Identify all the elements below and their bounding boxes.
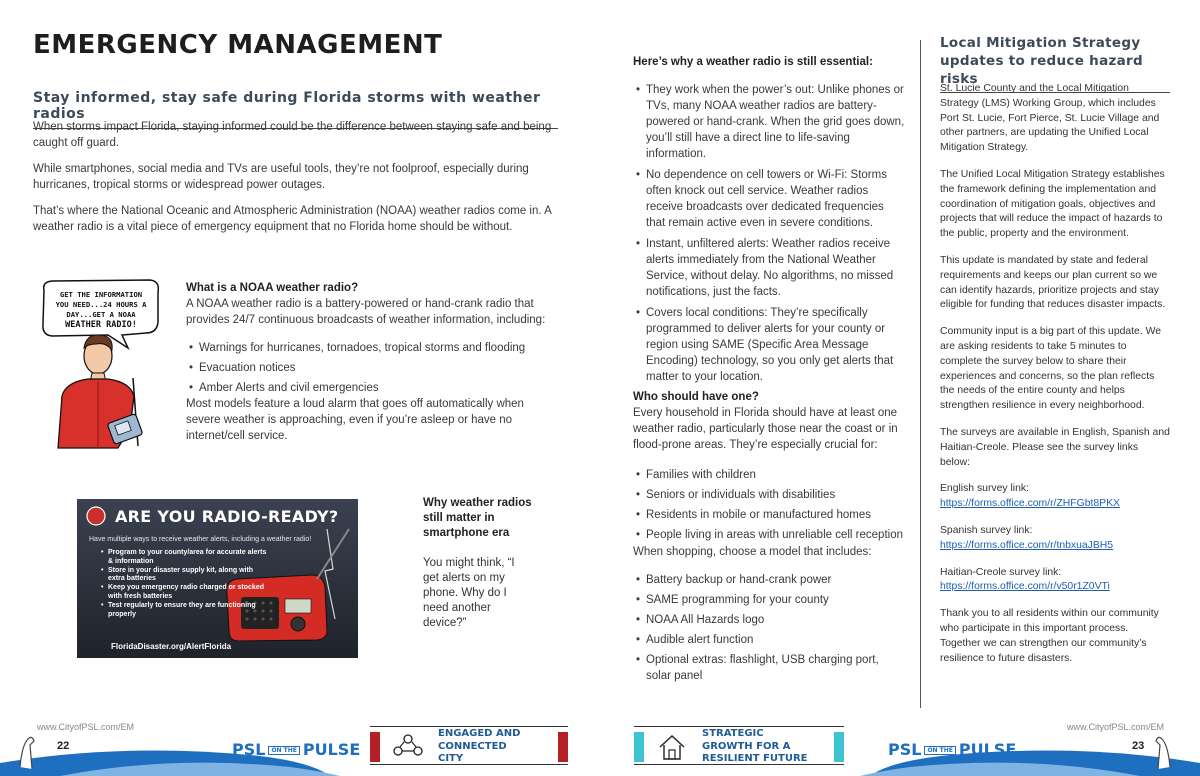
footer [0,715,1200,776]
comic-illustration [38,278,168,453]
mitigation-paragraph: Community input is a big part of this update. We are asking residents to take 5 minutes to complete the survey below to share their experiences and concerns, so the plan reflects the needs of the entire county and helps strengthen resilience in every neighborhood. [940,326,1162,412]
page-number-right: 23 [1132,740,1145,752]
footer-url-right[interactable]: www.CityofPSL.com/EM [1067,722,1165,732]
list-item: • Audible alert function [633,632,905,648]
radio-card-subtitle: Have multiple ways to receive weather alerts, including a weather radio! [89,536,312,543]
closing-paragraph: Thank you to all residents within our community who participate in this important process. Together we can strengthen our community’s resilience to future disasters. [940,608,1159,664]
noaa-heading: What is a NOAA weather radio? [186,282,359,294]
mitigation-heading: Local Mitigation Strategy updates to reduce hazard risks [940,34,1170,93]
badge-bar-right [558,732,568,762]
list-item: • Warnings for hurricanes, tornadoes, tropical storms and flooding [186,340,556,356]
list-item: • Instant, unfiltered alerts: Weather radios receive alerts immediately from the National Weather Service, without delay. No algorithms, no missed notifications, just the facts. [633,236,905,300]
footer-url-left[interactable]: www.CityofPSL.com/EM [37,722,135,732]
mitigation-paragraph: St. Lucie County and the Local Mitigation Strategy (LMS) Working Group, which includes Port St. Lucie, Fort Pierce, St. Lucie Village and other partners, are updating the Unified Local Mitigation Strategy. [940,83,1160,154]
house-icon [656,733,688,761]
noaa-section [186,280,556,444]
english-survey [940,482,1170,512]
badge-strategic-label: STRATEGIC GROWTH FOR A RESILIENT FUTURE [702,728,808,764]
people-network-icon [392,733,424,761]
radio-card-url: FloridaDisaster.org/AlertFlorida [111,642,232,651]
spanish-survey [940,524,1170,554]
survey-label: English survey link: [940,483,1029,495]
intro-paragraph-1: When storms impact Florida, staying informed could be the difference between staying safe and being caught off guard. [33,121,552,149]
column-divider [920,40,921,708]
who-heading: Who should have one? [633,391,759,403]
intro-paragraph-3: That’s where the National Oceanic and Atmospheric Administration (NOAA) weather radios come in. A weather radio is a vital piece of emergency equipment that no Florida home should be without. [33,205,552,233]
noaa-after: Most models feature a loud alarm that goes off automatically when severe weather is approaching, even if you’re asleep or have no internet/cell service. [186,398,524,442]
badge-bar-left [370,732,380,762]
list-item: • NOAA All Hazards logo [633,612,905,628]
spanish-survey-link[interactable]: https://forms.office.com/r/tnbxuaJBH5 [940,539,1114,551]
list-item: • Keep you emergency radio charged or stocked with fresh batteries [101,584,271,602]
english-survey-link[interactable]: https://forms.office.com/r/ZHFGbt8PKX [940,498,1120,510]
radio-card-list [101,549,271,619]
list-item: • Battery backup or hand-crank power [633,572,905,588]
why-section [423,496,533,631]
shopping-intro: When shopping, choose a model that includes: [633,546,872,558]
who-list [633,467,905,543]
badge-bar-left [634,732,644,762]
why-heading: Why weather radios still matter in smartphone era [423,497,532,539]
badge-strategic-growth [634,726,844,765]
list-item: • They work when the power’s out: Unlike phones or TVs, many NOAA weather radios are battery-powered or hand-crank. When the grid goes down, you’ll still have a direct line to life-saving information. [633,82,905,162]
shopping-list [633,572,905,684]
mitigation-paragraph: The Unified Local Mitigation Strategy establishes the framework defining the implementation and coordination of mitigation goals, objectives and projects that will reduce the impact of hazards to the public, property and the environment. [940,168,1165,240]
list-item: • SAME programming for your county [633,592,905,608]
radio-ready-graphic [77,499,358,658]
article-subheading: Stay informed, stay safe during Florida storms with weather radios [33,90,558,129]
haitian-creole-survey-link[interactable]: https://forms.office.com/r/v50r1Z0VTi [940,581,1110,593]
list-item: • No dependence on cell towers or Wi-Fi: Storms often knock out cell service. Weather radios receive broadcasts over dedicated frequencies that remain active even in severe conditions. [633,167,905,231]
survey-label: Haitian-Creole survey link: [940,566,1062,578]
noaa-list [186,340,556,396]
noaa-body: A NOAA weather radio is a battery-powered or hand-crank radio that provides 24/7 continuous broadcasts of weather information, including: [186,298,546,326]
psl-logo-right: PSL ON THE PULSE [888,740,1017,759]
essential-heading: Here’s why a weather radio is still essential: [633,56,873,68]
list-item: • Residents in mobile or manufactured homes [633,507,905,523]
comic-speech-bubble: GET THE INFORMATION YOU NEED...24 HOURS A DAY...GET A NOAA WEATHER RADIO! [55,290,147,330]
badge-bar-right [834,732,844,762]
list-item: • Seniors or individuals with disabilities [633,487,905,503]
haitian-creole-survey [940,566,1170,596]
essential-list [633,82,905,385]
mitigation-paragraph: The surveys are available in English, Spanish and Haitian-Creole. Please see the survey links below: [940,426,1170,468]
footer-waves [0,715,1200,776]
psl-logo-left: PSL ON THE PULSE [232,740,361,759]
list-item: • Program to your county/area for accurate alerts & information [101,549,271,567]
who-body: Every household in Florida should have at least one weather radio, particularly those near the coast or in flood-prone areas. They’re especially crucial for: [633,407,898,451]
list-item: • Evacuation notices [186,360,556,376]
list-item: • Optional extras: flashlight, USB charging port, solar panel [633,652,905,684]
mitigation-paragraph: This update is mandated by state and federal requirements and keeps our plan current so we can identify hazards, prioritize projects and stay eligible for funding that reduces disaster impacts. [940,254,1166,311]
mitigation-column [940,82,1170,678]
intro-paragraph-2: While smartphones, social media and TVs are useful tools, they’re not foolproof, especially during hurricanes, tropical storms or widespread power outages. [33,163,529,191]
list-item: • Test regularly to ensure they are functioning properly [101,602,271,620]
middle-column [633,54,905,688]
radio-card-title: ARE YOU RADIO-READY? [115,507,339,526]
list-item: • Amber Alerts and civil emergencies [186,380,556,396]
list-item: • People living in areas with unreliable cell reception [633,527,905,543]
list-item: • Store in your disaster supply kit, along with extra batteries [101,567,271,585]
survey-label: Spanish survey link: [940,524,1033,536]
list-item: • Families with children [633,467,905,483]
page-number-left: 22 [57,740,70,752]
why-body: You might think, “I get alerts on my phone. Why do I need another device?” [423,557,515,629]
list-item: • Covers local conditions: They’re specifically programmed to deliver alerts for your county or region using SAME (Specific Area Message Encoding) technology, so you only get alerts that matter to your location. [633,305,905,385]
badge-engaged-city [370,726,568,765]
badge-engaged-label: ENGAGED AND CONNECTED CITY [438,728,521,764]
page-title: EMERGENCY MANAGEMENT [33,30,443,60]
